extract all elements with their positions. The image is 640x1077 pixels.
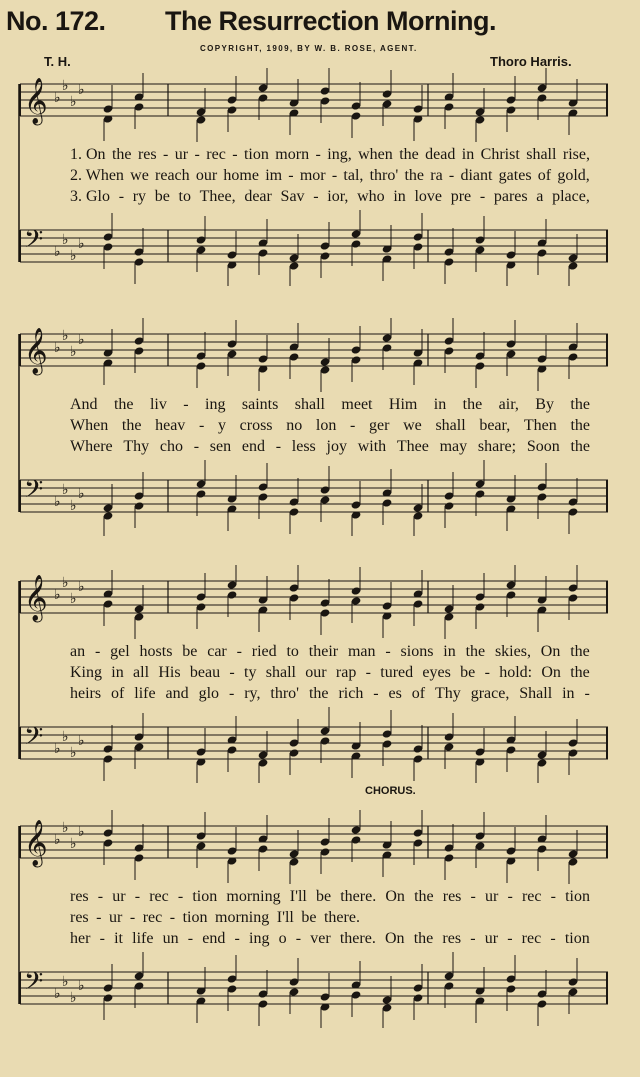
- flat-icon: ♭: [54, 90, 61, 106]
- lyric-syllable: we: [403, 417, 422, 434]
- lyric-syllable: ur: [485, 888, 499, 905]
- hymn-title: The Resurrection Morning.: [165, 6, 497, 36]
- lyric-syllable: res: [137, 146, 157, 163]
- lyric-line: [70, 685, 590, 703]
- lyric-syllable: rise,: [562, 146, 590, 163]
- lyric-syllable: gel: [110, 643, 130, 660]
- flat-icon: ♭: [62, 78, 69, 94]
- lyric-syllable: the: [399, 146, 419, 163]
- lyric-syllable: share;: [477, 438, 517, 455]
- lyric-line: [70, 188, 590, 206]
- lyric-syllable: there.: [340, 888, 377, 905]
- flat-icon: ♭: [70, 248, 77, 264]
- lyric-syllable: rich: [338, 685, 364, 702]
- flat-icon: ♭: [78, 733, 85, 749]
- lyric-syllable: res: [70, 888, 89, 905]
- lyric-syllable: When: [70, 417, 109, 434]
- lyric-syllable: place,: [552, 188, 590, 205]
- lyric-syllable: -: [470, 930, 476, 947]
- lyric-syllable: 1. On: [70, 146, 106, 163]
- lyric-syllable: ur: [109, 909, 123, 926]
- lyric-syllable: her: [70, 930, 91, 947]
- lyric-syllable: His: [158, 664, 181, 681]
- lyric-syllable: in: [433, 396, 447, 413]
- lyric-syllable: ior,: [327, 188, 349, 205]
- lyric-syllable: meet: [341, 396, 373, 413]
- lyric-syllable: to: [286, 643, 299, 660]
- lyric-syllable: -: [507, 930, 513, 947]
- lyric-syllable: -: [169, 909, 176, 926]
- copyright-notice: COPYRIGHT, 1909, BY W. B. ROSE, AGENT.: [200, 44, 418, 53]
- treble-clef-icon: 𝄞: [24, 575, 48, 621]
- lyric-syllable: be: [182, 643, 198, 660]
- flat-icon: ♭: [78, 978, 85, 994]
- lyric-syllable: o: [278, 930, 287, 947]
- lyric-syllable: the: [570, 643, 590, 660]
- lyric-syllable: car: [207, 643, 227, 660]
- flat-icon: ♭: [62, 729, 69, 745]
- lyric-syllable: in: [393, 188, 406, 205]
- music-system-1: [18, 68, 610, 286]
- lyric-syllable: the: [111, 146, 132, 163]
- lyric-syllable: tal,: [343, 167, 364, 184]
- lyric-syllable: sen: [209, 438, 232, 455]
- flat-icon: ♭: [78, 486, 85, 502]
- lyric-syllable: ur: [174, 146, 189, 163]
- lyric-syllable: liv: [149, 396, 167, 413]
- lyric-line: [70, 930, 590, 948]
- lyric-syllable: tion: [565, 888, 590, 905]
- lyric-syllable: diant: [460, 167, 493, 184]
- lyric-syllable: -: [134, 888, 141, 905]
- lyric-syllable: of: [537, 167, 552, 184]
- lyric-syllable: be: [301, 909, 317, 926]
- lyric-syllable: -: [373, 685, 379, 702]
- lyric-syllable: cross: [239, 417, 273, 434]
- lyric-syllable: ry,: [244, 685, 261, 702]
- lyric-syllable: who: [357, 188, 385, 205]
- lyric-syllable: the: [465, 643, 486, 660]
- lyric-syllable: a: [536, 188, 544, 205]
- lyric-syllable: gates: [498, 167, 532, 184]
- lyric-syllable: I'll: [289, 888, 307, 905]
- lyric-syllable: On: [540, 643, 561, 660]
- lyric-syllable: pares: [493, 188, 528, 205]
- lyric-syllable: life: [132, 930, 154, 947]
- lyric-syllable: the: [570, 417, 590, 434]
- lyric-syllable: joy: [326, 438, 347, 455]
- lyric-syllable: ur: [484, 930, 499, 947]
- lyric-line: [70, 664, 590, 682]
- lyric-syllable: hold:: [499, 664, 533, 681]
- lyric-syllable: es: [388, 685, 402, 702]
- lyric-line: [70, 417, 590, 435]
- lyric-syllable: And: [70, 396, 98, 413]
- lyric-line: [70, 146, 590, 164]
- flat-icon: ♭: [54, 244, 61, 260]
- lyric-syllable: our: [195, 167, 218, 184]
- bass-clef-icon: 𝄢: [24, 967, 44, 1002]
- lyric-syllable: -: [448, 167, 455, 184]
- lyric-syllable: On: [385, 888, 405, 905]
- lyric-syllable: -: [232, 146, 238, 163]
- lyric-syllable: all: [133, 664, 150, 681]
- lyric-line: [70, 643, 590, 661]
- lyric-syllable: -: [365, 664, 371, 681]
- lyric-syllable: -: [484, 664, 490, 681]
- lyric-syllable: rec: [206, 146, 226, 163]
- lyric-syllable: life: [134, 685, 156, 702]
- lyric-syllable: reach: [155, 167, 190, 184]
- lyric-syllable: and: [165, 685, 189, 702]
- lyric-syllable: -: [234, 930, 240, 947]
- flat-icon: ♭: [54, 832, 61, 848]
- lyric-syllable: glo: [198, 685, 220, 702]
- lyric-syllable: dead: [425, 146, 456, 163]
- flat-icon: ♭: [62, 482, 69, 498]
- lyric-syllable: tion: [243, 146, 269, 163]
- lyric-syllable: we: [130, 167, 149, 184]
- lyric-syllable: the: [570, 664, 590, 681]
- lyric-syllable: of: [111, 685, 125, 702]
- lyric-syllable: the: [121, 417, 142, 434]
- lyric-syllable: pre: [450, 188, 472, 205]
- lyric-syllable: res: [442, 930, 462, 947]
- lyric-syllable: hosts: [139, 643, 173, 660]
- treble-clef-icon: 𝄞: [24, 78, 48, 124]
- lyric-syllable: ing: [205, 396, 226, 413]
- lyric-syllable: tured: [380, 664, 414, 681]
- lyric-syllable: res: [442, 888, 462, 905]
- lyric-syllable: ver: [310, 930, 331, 947]
- lyric-syllable: 2. When: [70, 167, 124, 184]
- lyric-syllable: On: [541, 664, 561, 681]
- lyric-syllable: end: [241, 438, 265, 455]
- flat-icon: ♭: [78, 824, 85, 840]
- lyric-syllable: -: [275, 438, 282, 455]
- lyric-syllable: skies,: [494, 643, 531, 660]
- words-credit: T. H.: [44, 54, 71, 69]
- flat-icon: ♭: [70, 990, 77, 1006]
- lyric-syllable: -: [177, 888, 184, 905]
- lyric-syllable: bear,: [479, 417, 511, 434]
- lyric-syllable: there.: [323, 909, 360, 926]
- lyric-line: [70, 396, 590, 414]
- lyric-syllable: morning: [215, 909, 270, 926]
- lyric-syllable: -: [584, 685, 590, 702]
- lyric-syllable: the: [414, 888, 434, 905]
- lyric-syllable: saints: [241, 396, 279, 413]
- lyric-syllable: Sav: [280, 188, 305, 205]
- lyric-syllable: tion: [192, 888, 218, 905]
- music-system-2: [18, 318, 610, 536]
- lyric-syllable: Where: [70, 438, 113, 455]
- lyric-syllable: -: [97, 888, 104, 905]
- lyric-syllable: to: [178, 188, 191, 205]
- lyric-syllable: home: [223, 167, 259, 184]
- lyric-syllable: King: [70, 664, 102, 681]
- lyric-syllable: ried: [251, 643, 277, 660]
- lyric-syllable: -: [228, 685, 235, 702]
- chorus-label: CHORUS.: [365, 785, 416, 797]
- music-system-3: [18, 565, 610, 783]
- lyric-syllable: ty: [244, 664, 257, 681]
- music-credit: Thoro Harris.: [490, 54, 572, 69]
- flat-icon: ♭: [78, 332, 85, 348]
- lyric-syllable: -: [288, 167, 294, 184]
- lyric-syllable: ur: [112, 888, 126, 905]
- lyric-syllable: -: [94, 643, 101, 660]
- lyric-syllable: un: [162, 930, 179, 947]
- hymn-number: No. 172.: [6, 6, 106, 36]
- flat-icon: ♭: [70, 745, 77, 761]
- lyric-syllable: thro': [369, 167, 399, 184]
- lyric-syllable: shall: [435, 417, 466, 434]
- lyric-syllable: Soon: [526, 438, 560, 455]
- lyric-syllable: -: [313, 188, 319, 205]
- lyric-syllable: morning: [226, 888, 281, 905]
- lyric-syllable: in: [443, 643, 456, 660]
- lyric-syllable: -: [118, 188, 125, 205]
- lyric-syllable: air,: [498, 396, 519, 413]
- lyric-line: [70, 438, 590, 456]
- lyric-syllable: heirs: [70, 685, 102, 702]
- lyric-syllable: -: [187, 930, 194, 947]
- lyric-syllable: -: [194, 146, 200, 163]
- lyric-syllable: -: [331, 167, 338, 184]
- lyric-syllable: -: [479, 188, 486, 205]
- flat-icon: ♭: [70, 836, 77, 852]
- lyric-syllable: lon: [315, 417, 337, 434]
- lyric-syllable: beau: [189, 664, 221, 681]
- lyric-syllable: of: [411, 685, 426, 702]
- lyric-syllable: it: [114, 930, 123, 947]
- lyric-syllable: with: [357, 438, 387, 455]
- flat-icon: ♭: [62, 820, 69, 836]
- lyric-syllable: -: [183, 396, 189, 413]
- lyric-syllable: -: [99, 930, 105, 947]
- lyric-syllable: Him: [388, 396, 418, 413]
- music-system-4: [18, 810, 610, 1028]
- lyric-syllable: cho: [159, 438, 183, 455]
- lyric-syllable: 3. Glo: [70, 188, 110, 205]
- lyric-syllable: in: [461, 146, 475, 163]
- lyric-syllable: -: [96, 909, 102, 926]
- lyric-syllable: mor: [299, 167, 326, 184]
- flat-icon: ♭: [54, 986, 61, 1002]
- lyric-line: [70, 909, 360, 927]
- lyric-syllable: heav: [155, 417, 186, 434]
- lyric-syllable: morn: [275, 146, 310, 163]
- lyric-syllable: -: [163, 146, 169, 163]
- flat-icon: ♭: [54, 587, 61, 603]
- lyric-syllable: there.: [339, 930, 376, 947]
- lyric-syllable: rec: [142, 909, 163, 926]
- lyric-syllable: Then: [523, 417, 557, 434]
- lyric-syllable: y: [217, 417, 226, 434]
- lyric-syllable: man: [347, 643, 376, 660]
- lyric-syllable: Thee: [396, 438, 429, 455]
- lyric-syllable: shall: [526, 146, 557, 163]
- lyric-syllable: end: [202, 930, 226, 947]
- lyric-syllable: -: [129, 909, 136, 926]
- flat-icon: ♭: [70, 498, 77, 514]
- flat-icon: ♭: [62, 328, 69, 344]
- lyric-syllable: less: [291, 438, 316, 455]
- lyric-syllable: ra: [430, 167, 443, 184]
- flat-icon: ♭: [62, 232, 69, 248]
- flat-icon: ♭: [54, 340, 61, 356]
- lyric-line: [70, 167, 590, 185]
- lyric-syllable: res: [70, 909, 89, 926]
- lyric-syllable: rap: [335, 664, 357, 681]
- lyric-syllable: no: [286, 417, 303, 434]
- lyric-syllable: -: [193, 438, 200, 455]
- lyric-syllable: rec: [149, 888, 169, 905]
- lyric-syllable: in: [111, 664, 124, 681]
- lyric-syllable: grace,: [470, 685, 510, 702]
- lyric-syllable: shall: [294, 396, 325, 413]
- lyric-syllable: rec: [521, 930, 542, 947]
- lyric-syllable: -: [507, 888, 513, 905]
- lyric-syllable: On: [384, 930, 405, 947]
- lyric-syllable: -: [350, 417, 356, 434]
- lyric-syllable: sions: [400, 643, 434, 660]
- treble-clef-icon: 𝄞: [24, 328, 48, 374]
- lyric-syllable: the: [308, 685, 329, 702]
- lyric-syllable: shall: [265, 664, 296, 681]
- lyric-syllable: the: [570, 396, 590, 413]
- bass-clef-icon: 𝄢: [24, 722, 44, 757]
- lyric-syllable: -: [236, 643, 242, 660]
- lyric-syllable: -: [229, 664, 235, 681]
- lyric-syllable: love: [414, 188, 443, 205]
- lyric-syllable: -: [550, 888, 556, 905]
- lyric-syllable: Thy: [435, 685, 461, 702]
- lyric-syllable: im: [265, 167, 283, 184]
- lyric-syllable: ing,: [327, 146, 352, 163]
- lyric-syllable: the: [404, 167, 425, 184]
- lyric-syllable: -: [470, 888, 476, 905]
- lyric-syllable: -: [315, 146, 321, 163]
- lyric-syllable: Christ: [480, 146, 520, 163]
- flat-icon: ♭: [70, 94, 77, 110]
- lyric-syllable: gold,: [557, 167, 590, 184]
- lyric-syllable: ry: [132, 188, 147, 205]
- lyric-syllable: thro': [270, 685, 300, 702]
- bass-clef-icon: 𝄢: [24, 225, 44, 260]
- lyric-syllable: be: [315, 888, 332, 905]
- lyric-syllable: rec: [521, 888, 542, 905]
- lyric-syllable: Shall: [519, 685, 553, 702]
- lyric-syllable: dear: [244, 188, 272, 205]
- lyric-syllable: -: [550, 930, 556, 947]
- lyric-syllable: tion: [182, 909, 208, 926]
- lyric-syllable: when: [358, 146, 393, 163]
- lyric-syllable: be: [154, 188, 170, 205]
- lyric-syllable: I'll: [276, 909, 294, 926]
- lyric-syllable: their: [308, 643, 339, 660]
- lyric-syllable: -: [385, 643, 391, 660]
- treble-clef-icon: 𝄞: [24, 820, 48, 866]
- lyric-syllable: may: [439, 438, 468, 455]
- lyric-syllable: an: [70, 643, 86, 660]
- lyric-syllable: Thee,: [199, 188, 236, 205]
- lyric-syllable: the: [413, 930, 434, 947]
- lyric-syllable: eyes: [422, 664, 451, 681]
- lyric-syllable: be: [460, 664, 476, 681]
- lyric-line: [70, 888, 590, 906]
- flat-icon: ♭: [78, 236, 85, 252]
- lyric-syllable: ing: [249, 930, 270, 947]
- flat-icon: ♭: [70, 591, 77, 607]
- bass-clef-icon: 𝄢: [24, 475, 44, 510]
- lyric-syllable: tion: [564, 930, 590, 947]
- flat-icon: ♭: [70, 344, 77, 360]
- flat-icon: ♭: [78, 579, 85, 595]
- lyric-syllable: Thy: [123, 438, 150, 455]
- flat-icon: ♭: [62, 575, 69, 591]
- flat-icon: ♭: [54, 494, 61, 510]
- lyric-syllable: the: [570, 438, 590, 455]
- lyric-syllable: -: [198, 417, 205, 434]
- lyric-syllable: our: [305, 664, 327, 681]
- lyric-syllable: ger: [369, 417, 390, 434]
- flat-icon: ♭: [54, 741, 61, 757]
- lyric-syllable: By: [535, 396, 554, 413]
- lyric-syllable: -: [295, 930, 302, 947]
- lyric-syllable: the: [462, 396, 483, 413]
- flat-icon: ♭: [62, 974, 69, 990]
- lyric-syllable: in: [562, 685, 575, 702]
- flat-icon: ♭: [78, 82, 85, 98]
- lyric-syllable: the: [113, 396, 134, 413]
